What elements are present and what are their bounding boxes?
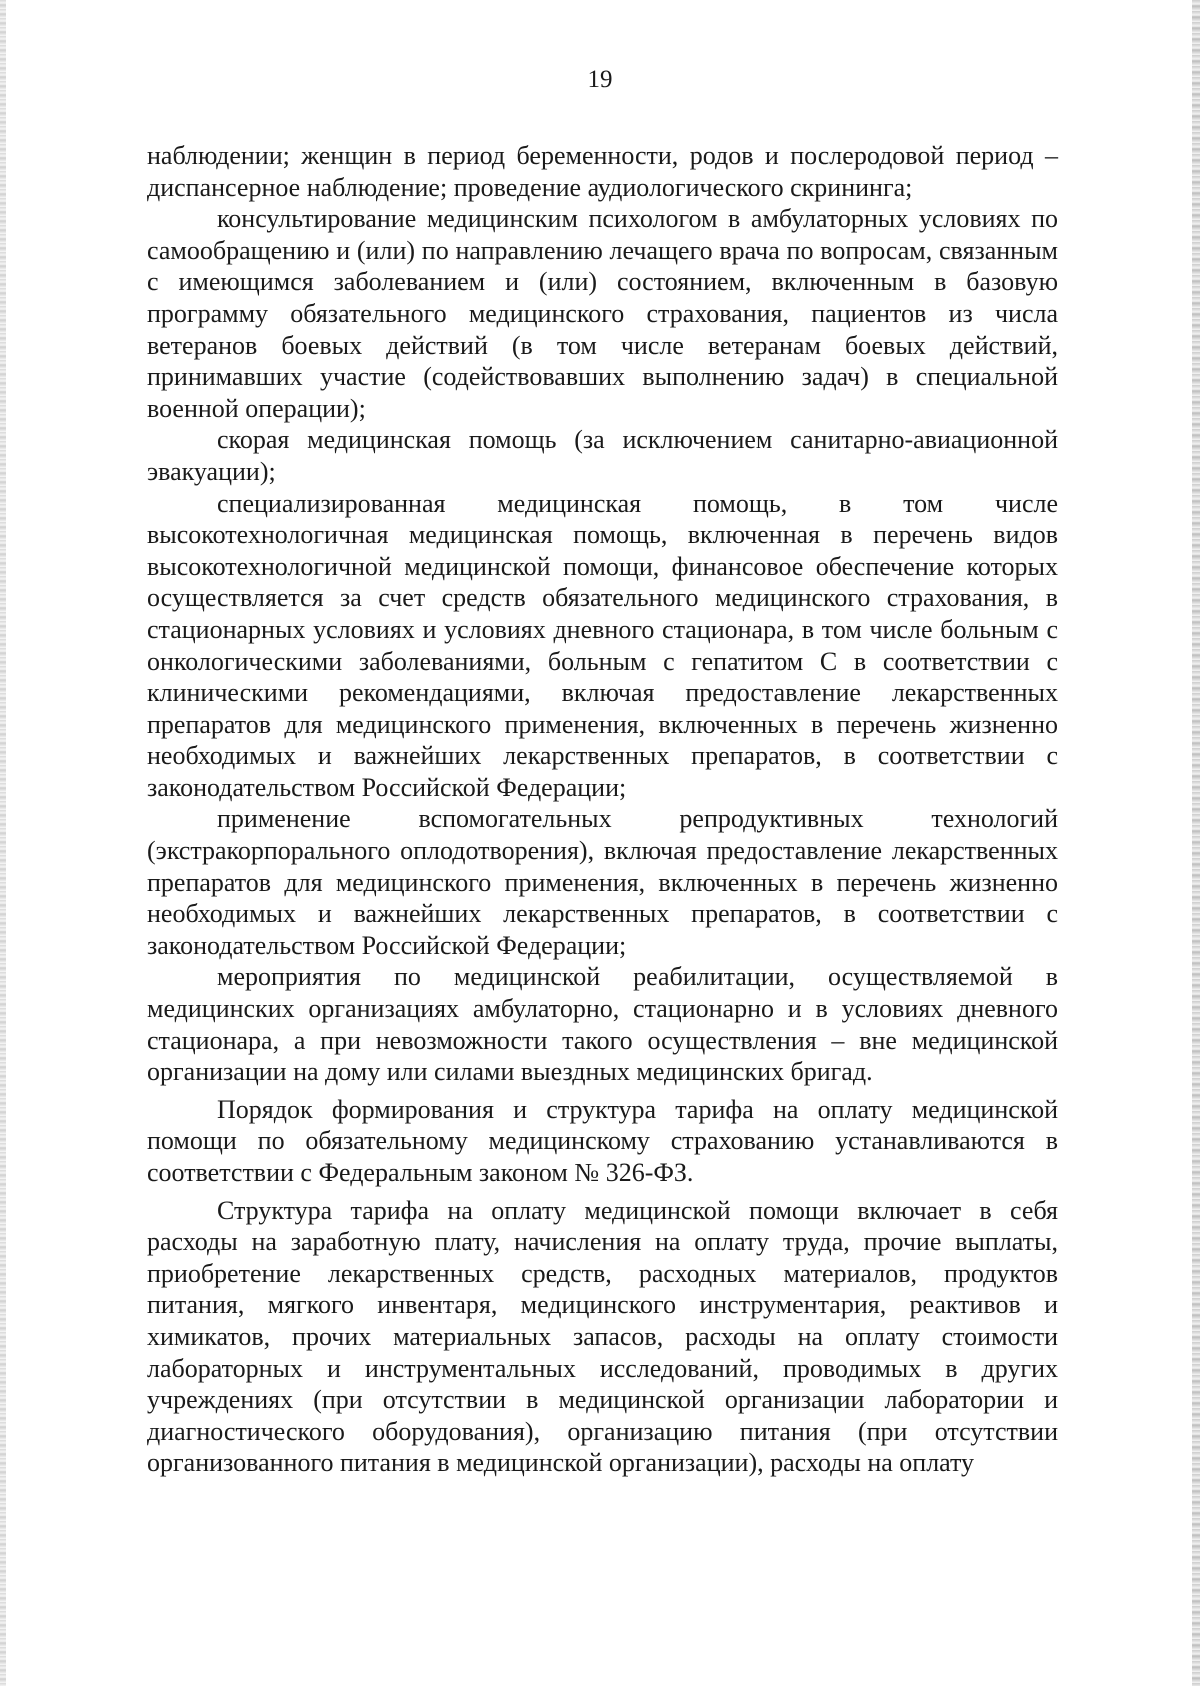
scan-edge-left bbox=[0, 0, 6, 1686]
paragraph-tariff-structure: Структура тарифа на оплату медицинской помощи включает в себя расходы на заработную плату, начисления на оплату труда, прочие выплаты, приобретение лекарственных средств, расходных материалов, продуктов питания, мягкого инвентаря, медицинского инструментария, реактивов и химикатов, прочих материальных запасов, расходы на оплату стоимости лабораторных и инструментальных исследований, проводимых в других учреждениях (при отсутствии в медицинской организации лаборатории и диагностического оборудования), организацию питания (при отсутствии организованного питания в медицинской организации), расходы на оплату bbox=[147, 1195, 1058, 1478]
paragraph-continuation: наблюдении; женщин в период беременности, родов и послеродовой период – диспансерное наблюдение; проведение аудиологического скрининга; bbox=[147, 141, 1058, 202]
paragraph-specialized-care: специализированная медицинская помощь, в том числе высокотехнологичная медицинская помощь, включенная в перечень видов высокотехнологичной медицинской помощи, финансовое обеспечение которых осуществляется за счет средств обязательного медицинского страхования, в стационарных условиях и условиях дневного стационара, в том числе больным с онкологическими заболеваниями, больным с гепатитом С в соответствии с клиническими рекомендациями, включая предоставление лекарственных препаратов для медицинского применения, включенных в перечень жизненно необходимых и важнейших лекарственных препаратов, в соответствии с законодательством Российской Федерации; bbox=[147, 488, 1058, 802]
paragraph-emergency-care: скорая медицинская помощь (за исключением санитарно-авиационной эвакуации); bbox=[147, 425, 1058, 486]
document-body bbox=[147, 140, 1058, 1479]
paragraph-reproductive-technologies: применение вспомогательных репродуктивных технологий (экстракорпорального оплодотворения), включая предоставление лекарственных препаратов для медицинского применения, включенных в перечень жизненно необходимых и важнейших лекарственных препаратов, в соответствии с законодательством Российской Федерации; bbox=[147, 804, 1058, 960]
paragraph-psychologist-consulting: консультирование медицинским психологом в амбулаторных условиях по самообращению и (или) по направлению лечащего врача по вопросам, связанным с имеющимся заболеванием и (или) состоянием, включенным в базовую программу обязательного медицинского страхования, пациентов из числа ветеранов боевых действий (в том числе ветеранам боевых действий, принимавших участие (содействовавших выполнению задач) в специальной военной операции); bbox=[147, 204, 1058, 423]
scan-edge-right bbox=[1192, 0, 1200, 1686]
page-number: 19 bbox=[587, 66, 613, 93]
paragraph-tariff-procedure: Порядок формирования и структура тарифа на оплату медицинской помощи по обязательному медицинскому страхованию устанавливаются в соответствии с Федеральным законом № 326-ФЗ. bbox=[147, 1094, 1058, 1187]
paragraph-rehabilitation: мероприятия по медицинской реабилитации, осуществляемой в медицинских организациях амбулаторно, стационарно и в условиях дневного стационара, а при невозможности такого осуществления – вне медицинской организации на дому или силами выездных медицинских бригад. bbox=[147, 962, 1058, 1087]
